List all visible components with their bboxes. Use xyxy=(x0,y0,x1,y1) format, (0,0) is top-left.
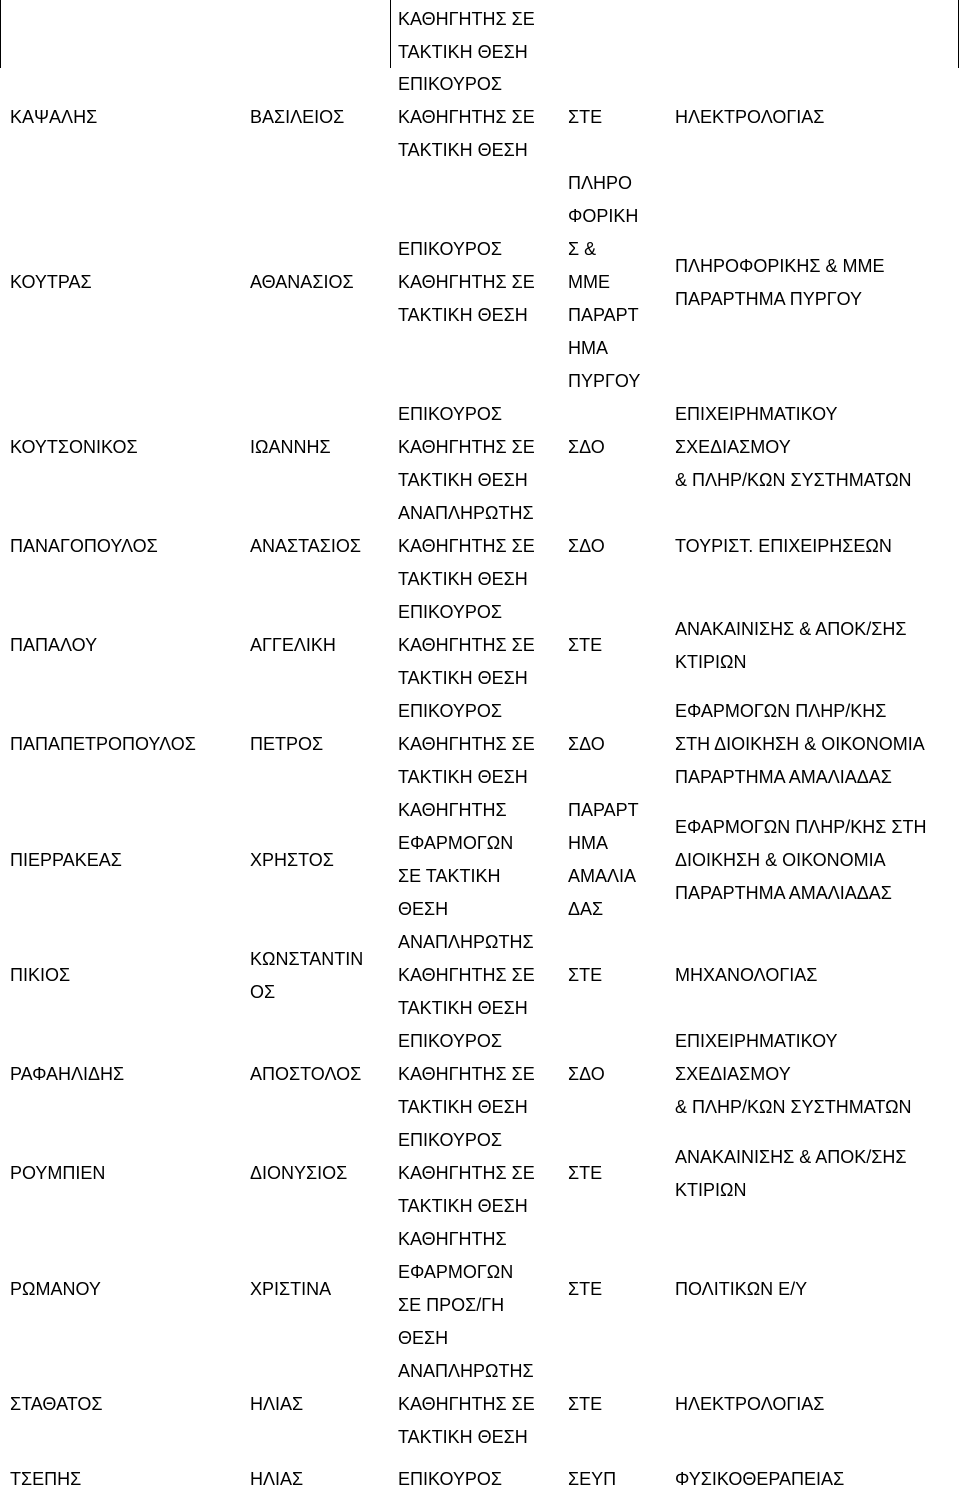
position-line: ΚΑΘΗΓΗΤΗΣ ΣΕ xyxy=(398,536,535,556)
department-cell xyxy=(665,0,959,68)
first-name: ΚΩΝΣΤΑΝΤΙΝ xyxy=(250,948,364,969)
school-cell xyxy=(560,1124,665,1223)
position-line: ΚΑΘΗΓΗΤΗΣ xyxy=(398,800,507,820)
surname-cell xyxy=(0,1124,242,1223)
first-name-cell xyxy=(242,68,390,167)
first-name: ΧΡΙΣΤΙΝΑ xyxy=(250,1278,332,1299)
position-cell xyxy=(390,1454,560,1505)
surname-cell xyxy=(0,1355,242,1454)
surname-cell xyxy=(0,1454,242,1505)
school-line: ΣΤΕ xyxy=(568,635,603,655)
first-name-cell xyxy=(242,1124,390,1223)
school-cell xyxy=(560,794,665,926)
department-line: ΠΟΛΙΤΙΚΩΝ Ε/Υ xyxy=(675,1278,808,1299)
first-name-cell xyxy=(242,398,390,497)
position-line: ΚΑΘΗΓΗΤΗΣ ΣΕ xyxy=(398,734,535,754)
surname: ΠΑΠΑΛΟΥ xyxy=(10,635,98,655)
position-line: ΣΕ ΠΡΟΣ/ΓΗ xyxy=(398,1295,505,1315)
school-cell xyxy=(560,926,665,1025)
surname: ΡΩΜΑΝΟΥ xyxy=(10,1278,101,1299)
position-line: ΤΑΚΤΙΚΗ ΘΕΣΗ xyxy=(398,569,528,589)
position-line: ΚΑΘΗΓΗΤΗΣ ΣΕ xyxy=(398,965,535,985)
table-row xyxy=(0,68,960,167)
department-line: ΣΧΕΔΙΑΣΜΟΥ xyxy=(675,437,791,457)
department-line: ΚΤΙΡΙΩΝ xyxy=(675,1179,747,1200)
position-cell xyxy=(390,68,560,167)
first-name: ΗΛΙΑΣ xyxy=(250,1394,304,1414)
position-line: ΕΠΙΚΟΥΡΟΣ xyxy=(398,1031,503,1051)
position-line: ΤΑΚΤΙΚΗ ΘΕΣΗ xyxy=(398,1097,528,1117)
position-line: ΑΝΑΠΛΗΡΩΤΗΣ xyxy=(398,1361,534,1381)
department-line: ΑΝΑΚΑΙΝΙΣΗΣ & ΑΠΟΚ/ΣΗΣ xyxy=(675,618,907,639)
first-name: ΧΡΗΣΤΟΣ xyxy=(250,849,334,870)
department-cell xyxy=(665,596,960,695)
position-cell xyxy=(390,1124,560,1223)
surname: ΠΑΠΑΠΕΤΡΟΠΟΥΛΟΣ xyxy=(10,734,196,754)
position-line: ΤΑΚΤΙΚΗ ΘΕΣΗ xyxy=(398,1427,528,1447)
school-cell xyxy=(560,68,665,167)
position-line: ΤΑΚΤΙΚΗ ΘΕΣΗ xyxy=(398,1196,528,1216)
position-cell xyxy=(390,1355,560,1454)
department-cell xyxy=(665,926,960,1025)
table-row-continued xyxy=(0,0,960,68)
surname-cell xyxy=(0,695,242,794)
surname: ΠΑΝΑΓΟΠΟΥΛΟΣ xyxy=(10,536,158,556)
position-cell xyxy=(390,0,560,68)
first-name: ΠΕΤΡΟΣ xyxy=(250,734,324,754)
position-line: ΘΕΣΗ xyxy=(398,899,449,919)
surname-cell xyxy=(0,68,242,167)
position-cell xyxy=(390,1025,560,1124)
table-row xyxy=(0,926,960,1025)
surname-cell xyxy=(0,794,242,926)
position-line: ΤΑΚΤΙΚΗ ΘΕΣΗ xyxy=(398,470,528,490)
school-line: ΦΟΡΙΚΗ xyxy=(568,206,639,226)
department-line: ΑΝΑΚΑΙΝΙΣΗΣ & ΑΠΟΚ/ΣΗΣ xyxy=(675,1146,907,1167)
department-line: & ΠΛΗΡ/ΚΩΝ ΣΥΣΤΗΜΑΤΩΝ xyxy=(675,470,912,490)
surname-cell xyxy=(0,398,242,497)
surname-cell xyxy=(0,0,242,68)
first-name: ΒΑΣΙΛΕΙΟΣ xyxy=(250,107,345,127)
school-line: ΔΑΣ xyxy=(568,899,604,919)
department-line: ΕΠΙΧΕΙΡΗΜΑΤΙΚΟΥ xyxy=(675,1031,838,1051)
department-line: ΠΑΡΑΡΤΗΜΑ ΑΜΑΛΙΑΔΑΣ xyxy=(675,767,892,787)
school-cell xyxy=(560,497,665,596)
department-line: ΤΟΥΡΙΣΤ. ΕΠΙΧΕΙΡΗΣΕΩΝ xyxy=(675,536,892,556)
department-line: ΔΙΟΙΚΗΣΗ & ΟΙΚΟΝΟΜΙΑ xyxy=(675,849,886,870)
position-line: ΚΑΘΗΓΗΤΗΣ ΣΕ xyxy=(398,437,535,457)
first-name: ΙΩΑΝΝΗΣ xyxy=(250,437,331,457)
position-line: ΚΑΘΗΓΗΤΗΣ ΣΕ xyxy=(398,107,535,127)
position-line: ΘΕΣΗ xyxy=(398,1328,449,1348)
position-line: ΕΠΙΚΟΥΡΟΣ xyxy=(398,1469,503,1489)
surname-cell xyxy=(0,926,242,1025)
school-line: ΣΔΟ xyxy=(568,734,605,754)
table-row xyxy=(0,1124,960,1223)
department-cell xyxy=(665,398,960,497)
position-line: ΕΠΙΚΟΥΡΟΣ xyxy=(398,1130,503,1150)
department-line: ΦΥΣΙΚΟΘΕΡΑΠΕΙΑΣ xyxy=(675,1469,845,1489)
first-name: ΟΣ xyxy=(250,981,276,1002)
table-row xyxy=(0,1025,960,1124)
school-cell xyxy=(560,1025,665,1124)
surname: ΠΙΕΡΡΑΚΕΑΣ xyxy=(10,849,122,870)
position-line: ΤΑΚΤΙΚΗ ΘΕΣΗ xyxy=(398,305,528,325)
position-line: ΤΑΚΤΙΚΗ ΘΕΣΗ xyxy=(398,140,528,160)
table-row xyxy=(0,1454,960,1505)
first-name-cell xyxy=(242,695,390,794)
position-line: ΕΦΑΡΜΟΓΩΝ xyxy=(398,1262,514,1282)
school-line: ΠΛΗΡΟ xyxy=(568,173,633,193)
table-row xyxy=(0,497,960,596)
school-line: ΠΑΡΑΡΤ xyxy=(568,305,639,325)
first-name: ΑΘΑΝΑΣΙΟΣ xyxy=(250,272,354,292)
school-cell xyxy=(560,596,665,695)
department-line: ΕΦΑΡΜΟΓΩΝ ΠΛΗΡ/ΚΗΣ xyxy=(675,701,887,721)
position-line: ΚΑΘΗΓΗΤΗΣ ΣΕ xyxy=(398,9,535,29)
position-line: ΕΠΙΚΟΥΡΟΣ xyxy=(398,602,503,622)
school-line: ΑΜΑΛΙΑ xyxy=(568,866,637,886)
table-row xyxy=(0,695,960,794)
school-line: ΗΜΑ xyxy=(568,338,608,358)
first-name: ΑΓΓΕΛΙΚΗ xyxy=(250,635,336,655)
table-row xyxy=(0,794,960,926)
position-line: ΚΑΘΗΓΗΤΗΣ ΣΕ xyxy=(398,1394,535,1414)
position-line: ΤΑΚΤΙΚΗ ΘΕΣΗ xyxy=(398,998,528,1018)
first-name-cell xyxy=(242,1355,390,1454)
school-cell xyxy=(560,167,665,398)
position-line: ΕΠΙΚΟΥΡΟΣ xyxy=(398,74,503,94)
school-line: ΗΜΑ xyxy=(568,833,608,853)
first-name-cell xyxy=(242,0,390,68)
position-line: ΤΑΚΤΙΚΗ ΘΕΣΗ xyxy=(398,668,528,688)
position-cell xyxy=(390,398,560,497)
first-name-cell xyxy=(242,1025,390,1124)
department-cell xyxy=(665,1124,960,1223)
position-cell xyxy=(390,596,560,695)
school-line: ΣΤΕ xyxy=(568,1394,603,1414)
surname: ΚΑΨΑΛΗΣ xyxy=(10,107,98,127)
position-cell xyxy=(390,497,560,596)
table-row xyxy=(0,1355,960,1454)
surname-cell xyxy=(0,1025,242,1124)
first-name: ΑΠΟΣΤΟΛΟΣ xyxy=(250,1064,362,1084)
school-cell xyxy=(560,398,665,497)
school-line: ΠΥΡΓΟΥ xyxy=(568,371,641,391)
surname-cell xyxy=(0,167,242,398)
school-line: ΣΔΟ xyxy=(568,437,605,457)
school-line: ΠΑΡΑΡΤ xyxy=(568,800,639,820)
department-line: ΕΦΑΡΜΟΓΩΝ ΠΛΗΡ/ΚΗΣ ΣΤΗ xyxy=(675,816,927,837)
position-line: ΤΑΚΤΙΚΗ ΘΕΣΗ xyxy=(398,767,528,787)
position-cell xyxy=(390,695,560,794)
position-line: ΚΑΘΗΓΗΤΗΣ ΣΕ xyxy=(398,635,535,655)
first-name: ΗΛΙΑΣ xyxy=(250,1469,304,1489)
position-line: ΕΦΑΡΜΟΓΩΝ xyxy=(398,833,514,853)
school-line: ΣΤΕ xyxy=(568,965,603,985)
position-cell xyxy=(390,926,560,1025)
school-line: ΣΔΟ xyxy=(568,536,605,556)
department-line: ΚΤΙΡΙΩΝ xyxy=(675,651,747,672)
surname: ΡΟΥΜΠΙΕΝ xyxy=(10,1163,106,1183)
first-name: ΑΝΑΣΤΑΣΙΟΣ xyxy=(250,536,362,556)
position-line: ΤΑΚΤΙΚΗ ΘΕΣΗ xyxy=(398,42,528,62)
department-cell xyxy=(665,794,960,926)
surname: ΤΣΕΠΗΣ xyxy=(10,1469,82,1489)
first-name-cell xyxy=(242,1454,390,1505)
first-name-cell xyxy=(242,1223,390,1355)
school-cell xyxy=(560,1355,665,1454)
department-line: ΠΛΗΡΟΦΟΡΙΚΗΣ & ΜΜΕ xyxy=(675,255,885,276)
position-line: ΑΝΑΠΛΗΡΩΤΗΣ xyxy=(398,932,534,952)
position-line: ΚΑΘΗΓΗΤΗΣ ΣΕ xyxy=(398,272,535,292)
position-line: ΕΠΙΚΟΥΡΟΣ xyxy=(398,239,503,259)
department-cell xyxy=(665,68,960,167)
surname: ΠΙΚΙΟΣ xyxy=(10,965,71,985)
department-line: & ΠΛΗΡ/ΚΩΝ ΣΥΣΤΗΜΑΤΩΝ xyxy=(675,1097,912,1117)
school-line: ΣΤΕ xyxy=(568,1278,603,1299)
table-row xyxy=(0,596,960,695)
school-cell xyxy=(560,1223,665,1355)
table-row xyxy=(0,398,960,497)
surname: ΚΟΥΤΣΟΝΙΚΟΣ xyxy=(10,437,138,457)
first-name: ΔΙΟΝΥΣΙΟΣ xyxy=(250,1163,348,1183)
first-name-cell xyxy=(242,794,390,926)
school-cell xyxy=(560,0,665,68)
department-line: ΕΠΙΧΕΙΡΗΜΑΤΙΚΟΥ xyxy=(675,404,838,424)
first-name-cell xyxy=(242,167,390,398)
department-line: ΗΛΕΚΤΡΟΛΟΓΙΑΣ xyxy=(675,107,825,127)
department-cell xyxy=(665,695,960,794)
department-cell xyxy=(665,1355,960,1454)
position-line: ΚΑΘΗΓΗΤΗΣ xyxy=(398,1229,507,1249)
surname: ΣΤΑΘΑΤΟΣ xyxy=(10,1394,103,1414)
position-cell xyxy=(390,167,560,398)
department-line: ΣΤΗ ΔΙΟΙΚΗΣΗ & ΟΙΚΟΝΟΜΙΑ xyxy=(675,734,925,754)
table-row xyxy=(0,167,960,398)
school-cell xyxy=(560,1454,665,1505)
department-cell xyxy=(665,1025,960,1124)
surname-cell xyxy=(0,1223,242,1355)
department-cell xyxy=(665,1223,960,1355)
school-line: ΣΤΕ xyxy=(568,107,603,127)
table-row xyxy=(0,1223,960,1355)
department-cell xyxy=(665,497,960,596)
school-line: ΜΜΕ xyxy=(568,272,610,292)
school-line: ΣΕΥΠ xyxy=(568,1469,617,1489)
school-line: ΣΤΕ xyxy=(568,1163,603,1183)
surname: ΚΟΥΤΡΑΣ xyxy=(10,272,92,292)
position-cell xyxy=(390,1223,560,1355)
department-line: ΜΗΧΑΝΟΛΟΓΙΑΣ xyxy=(675,965,818,985)
position-line: ΕΠΙΚΟΥΡΟΣ xyxy=(398,404,503,424)
position-line: ΚΑΘΗΓΗΤΗΣ ΣΕ xyxy=(398,1064,535,1084)
department-cell xyxy=(665,1454,960,1505)
position-cell xyxy=(390,794,560,926)
department-cell xyxy=(665,167,960,398)
school-line: Σ & xyxy=(568,239,597,259)
first-name-cell xyxy=(242,926,390,1025)
department-line: ΠΑΡΑΡΤΗΜΑ ΑΜΑΛΙΑΔΑΣ xyxy=(675,882,892,903)
department-line: ΠΑΡΑΡΤΗΜΑ ΠΥΡΓΟΥ xyxy=(675,288,863,309)
position-line: ΣΕ ΤΑΚΤΙΚΗ xyxy=(398,866,501,886)
department-line: ΣΧΕΔΙΑΣΜΟΥ xyxy=(675,1064,791,1084)
position-line: ΕΠΙΚΟΥΡΟΣ xyxy=(398,701,503,721)
position-line: ΚΑΘΗΓΗΤΗΣ ΣΕ xyxy=(398,1163,535,1183)
school-line: ΣΔΟ xyxy=(568,1064,605,1084)
surname-cell xyxy=(0,497,242,596)
school-cell xyxy=(560,695,665,794)
first-name-cell xyxy=(242,596,390,695)
surname: ΡΑΦΑΗΛΙΔΗΣ xyxy=(10,1064,125,1084)
department-line: ΗΛΕΚΤΡΟΛΟΓΙΑΣ xyxy=(675,1394,825,1414)
position-line: ΑΝΑΠΛΗΡΩΤΗΣ xyxy=(398,503,534,523)
first-name-cell xyxy=(242,497,390,596)
surname-cell xyxy=(0,596,242,695)
